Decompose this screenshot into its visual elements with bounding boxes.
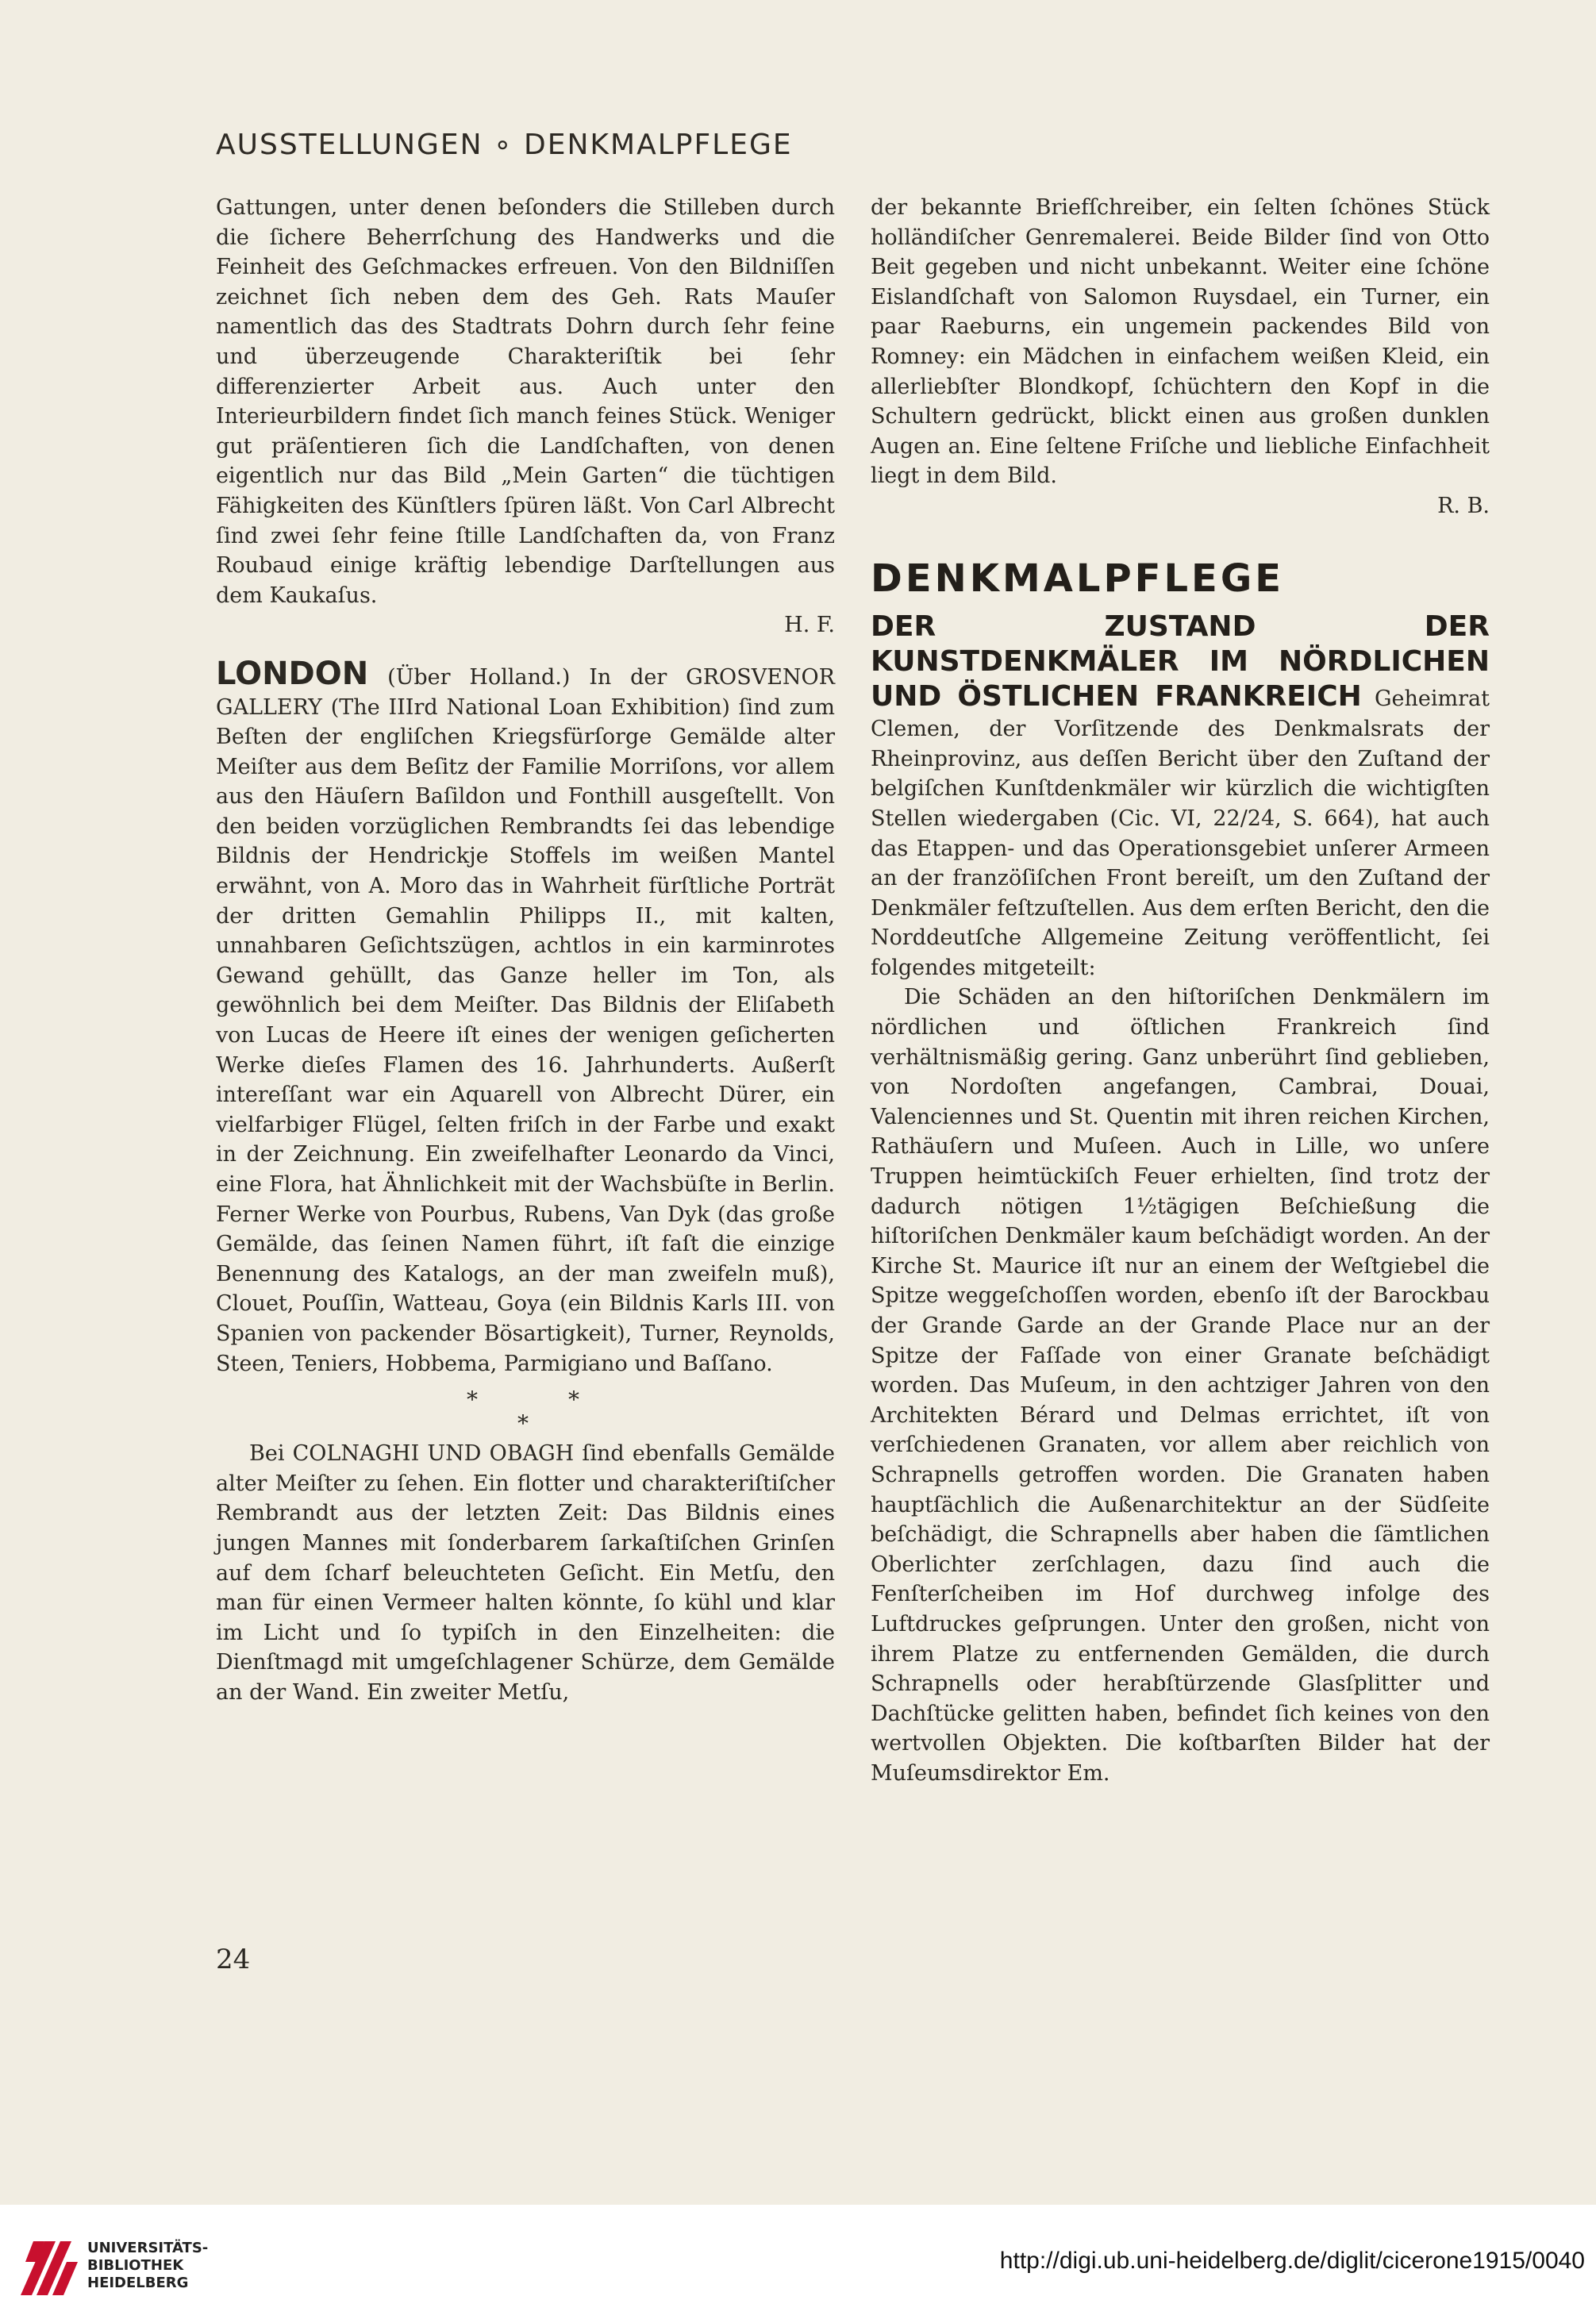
london-paragraph — [216, 655, 835, 1379]
source-url-link[interactable]: http://digi.ub.uni-heidelberg.de/diglit/cicerone1915/0040 — [999, 2248, 1585, 2274]
left-column — [216, 193, 835, 1708]
library-name-line: UNIVERSITÄTS- — [87, 2240, 209, 2256]
article-first-paragraph — [871, 610, 1490, 983]
library-name-line: BIBLIOTHEK — [87, 2257, 184, 2274]
right-column — [871, 193, 1490, 1789]
continuation-paragraph — [871, 193, 1490, 521]
page-number: 24 — [216, 1944, 251, 1975]
section-separator — [216, 1379, 835, 1439]
colnaghi-paragraph: Bei COLNAGHI UND OBAGH ſind ebenfalls Gemälde alter Meiſter zu ſehen. Ein flotter und charakteriſtiſcher Rembrandt aus der letzten Zeit: Das Bildnis eines jungen Mannes mit ſonderbarem ſarkaſtiſchen Grinſen auf dem ſcharf beleuchteten Geſicht. Ein Metſu, den man für einen Vermeer halten könnte, ſo kühl und klar im Licht und ſo typiſch in den Einzelheiten: die Dienſtmagd mit umgeſchlagener Schürze, dem Gemälde an der Wand. Ein zweiter Metſu, — [216, 1441, 835, 1705]
continuation-signature: R. B. — [1437, 493, 1490, 518]
section-title: DENKMALPFLEGE — [871, 556, 1285, 601]
london-paragraph-text: (Über Holland.) In der GROSVENOR GALLERY (The IIIrd National Loan Exhibition) ſind zum Beſten der engliſchen Kriegsfürſorge Gemälde alter Meiſter aus dem Beſitz der Familie Morriſons, vor allem aus den Häuſern Baſildon und Fonthill ausgeſtellt. Von den beiden vorzüglichen Rembrandts ſei das lebendige Bildnis der Hendrickje Stoffels im weißen Mantel erwähnt, von A. Moro das in Wahrheit fürſtliche Porträt der dritten Gemahlin Philipps II., mit kalten, unnahbaren Geſichtszügen, achtlos in ein karminrotes Gewand gehüllt, das Ganze heller im Ton, als gewöhnlich bei dem Meiſter. Das Bildnis der Eliſabeth von Lucas de Heere iſt eines der wenigen geſicherten Werke dieſes Flamen des 16. Jahrhunderts. Außerſt intereſſant war ein Aquarell von Albrecht Dürer, ein vielfarbiger Flügel, ſelten friſch in der Farbe und exakt in der Zeichnung. Ein zweifelhafter Leonardo da Vinci, eine Flora, hat Ähnlichkeit mit der Wachsbüſte in Berlin. Ferner Werke von Pourbus, Rubens, Van Dyk (das große Gemälde, das ſeinen Namen führt, iſt faſt die einzige Benennung des Katalogs, an der man zweifeln muß), Clouet, Pouſſin, Watteau, Goya (ein Bildnis Karls III. von Spanien von packender Bösartigkeit), Turner, Reynolds, Steen, Teniers, Hobbema, Parmigiano und Baſſano. — [216, 664, 835, 1376]
article-second-paragraph: Die Schäden an den hiſtoriſchen Denkmälern im nördlichen und öſtlichen Frankreich ſind verhältnismäßig gering. Ganz unberührt ſind geblieben, von Nordoſten angefangen, Cambrai, Douai, Valenciennes und St. Quentin mit ihren reichen Kirchen, Rathäuſern und Muſeen. Auch in Lille, wo unſere Truppen heimtückiſch Feuer erhielten, ſind trotz der dadurch nötigen 1½tägigen Beſchießung die hiſtoriſchen Denkmäler kaum beſchädigt worden. An der Kirche St. Maurice iſt nur an einem der Weſtgiebel die Spitze weggeſchoſſen worden, ebenſo iſt der Barockbau der Grande Garde an der Grande Place nur an der Spitze der Faſſade von einer Granate beſchädigt worden. Das Muſeum, in den achtziger Jahren von den Architekten Bérard und Delmas errichtet, iſt von verſchiedenen Granaten, vor allem aber reichlich von Schrapnells getroffen worden. Die Granaten haben hauptſächlich die Außenarchitektur an der Südſeite beſchädigt, die Schrapnells aber haben die ſämtlichen Oberlichter zerſchlagen, dazu ſind auch die Fenſterſcheiben im Hof durchweg infolge des Luftdruckes geſprungen. Unter den großen, nicht von ihrem Platze zu entfernenden Gemälden, die durch Schrapnells oder herabſtürzende Glasſplitter und Dachſtücke gelitten haben, befindet ſich keines von den wertvollen Objekten. Die koſtbarſten Bilder hat der Muſeumsdirektor Em. — [871, 985, 1490, 1786]
separator-star: * — [467, 1386, 478, 1413]
article-first-paragraph-text: Geheimrat Clemen, der Vorſitzende des Denkmalsrats der Rheinprovinz, aus deſſen Bericht über den Zuſtand der belgiſchen Kunſtdenkmäler wir kürzlich die wichtigſten Stellen wiedergaben (Cic. VI, 22/24, S. 664), hat auch das Etappen- und das Operationsgebiet unſerer Armeen an der franzöſiſchen Front bereiſt, um den Zuſtand der Denkmäler feſtzuſtellen. Aus dem erſten Bericht, den die Norddeutſche Allgemeine Zeitung veröffentlicht, ſei folgendes mitgeteilt: — [871, 687, 1490, 980]
running-head: AUSSTELLUNGEN ∘ DENKMALPFLEGE — [216, 129, 793, 161]
article-subheading: DER ZUSTAND DER KUNSTDENKMÄLER IM NÖRDLICHEN UND ÖSTLICHEN FRANKREICH — [871, 610, 1490, 713]
continuation-paragraph-text: der bekannte Briefſchreiber, ein ſelten ſchönes Stück holländiſcher Genremalerei. Beide Bilder ſind von Otto Beit gegeben und nicht unbekannt. Weiter eine ſchöne Eislandſchaft von Salomon Ruysdael, ein Turner, ein paar Raeburns, ein ungemein packendes Bild von Romney: ein Mädchen in einfachem weißen Kleid, ein allerliebſter Blondkopf, ſchüchtern den Kopf in die Schultern gedrückt, blickt einen aus großen dunklen Augen an. Eine ſeltene Friſche und liebliche Einfachheit liegt in dem Bild. — [871, 195, 1490, 489]
separator-star: * — [517, 1410, 529, 1437]
separator-star: * — [568, 1386, 579, 1413]
heidelberg-library-logo-icon — [17, 2238, 79, 2297]
digitization-footer — [0, 2205, 1596, 2323]
intro-signature: H. F. — [784, 613, 835, 638]
library-name — [87, 2240, 208, 2292]
intro-paragraph-text: Gattungen, unter denen beſonders die Stilleben durch die ſichere Beherrſchung des Handwerks und die Feinheit des Geſchmackes erfreuen. Von den Bildniſſen zeichnet ſich neben dem des Geh. Rats Mauſer namentlich das des Stadtrats Dohrn durch ſehr feine und überzeugende Charakteriſtik bei ſehr differenzierter Arbeit aus. Auch unter den Interieurbildern findet ſich manch feines Stück. Weniger gut präſentieren ſich die Landſchaften, von denen eigentlich nur das Bild „Mein Garten“ die tüchtigen Fähigkeiten des Künſtlers ſpüren läßt. Von Carl Albrecht ſind zwei ſehr feine ſtille Landſchaften da, von Franz Roubaud einige kräftig lebendige Darſtellungen aus dem Kaukaſus. — [216, 195, 835, 608]
intro-paragraph — [216, 193, 835, 640]
london-place-heading: LONDON — [216, 655, 369, 692]
library-name-line: HEIDELBERG — [87, 2275, 189, 2291]
